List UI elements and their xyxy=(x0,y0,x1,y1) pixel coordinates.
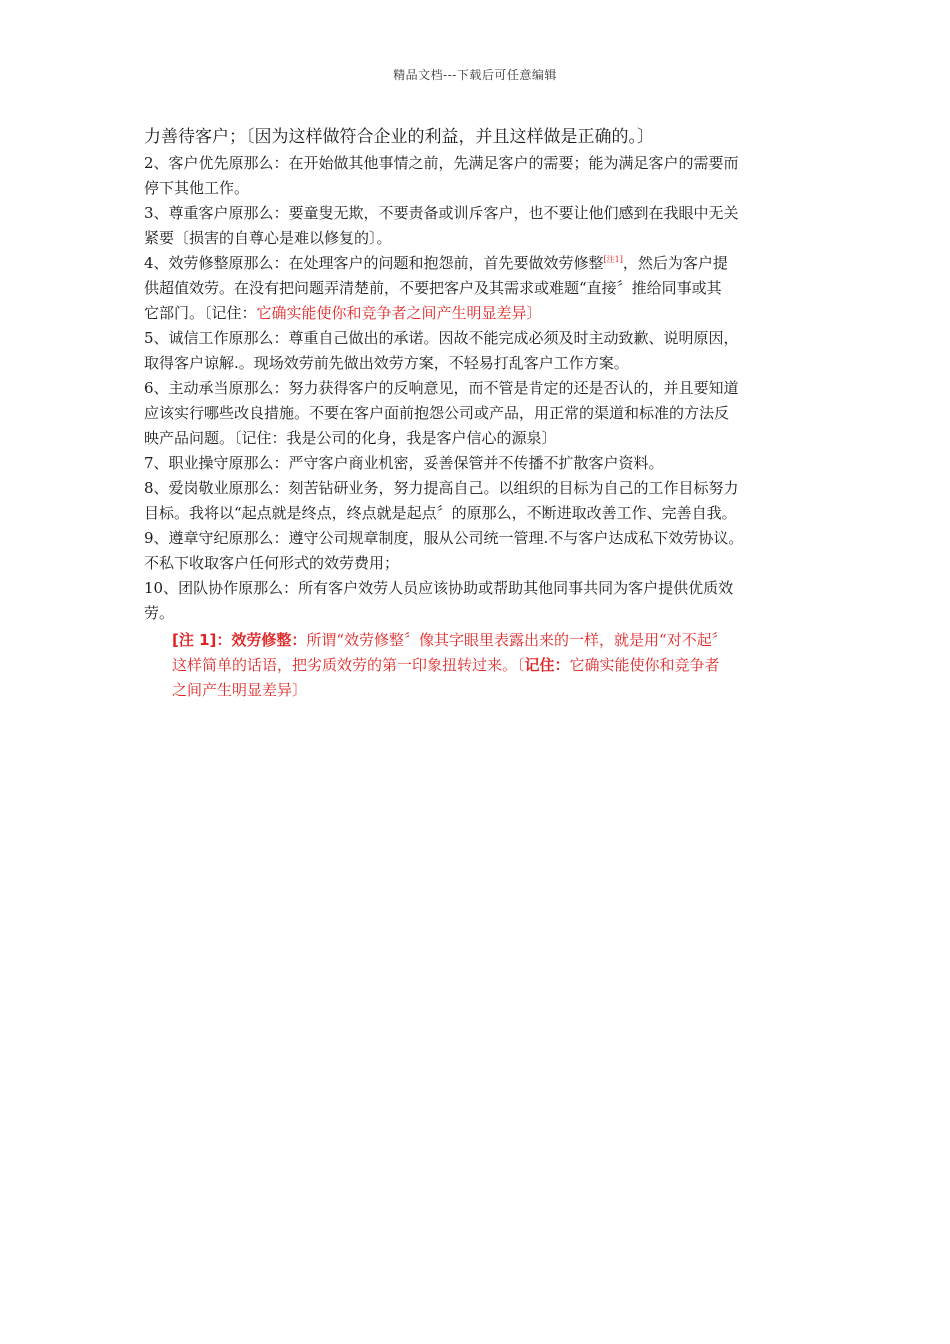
footnote-line: 之间产生明显差异〕 xyxy=(172,681,308,699)
footnote xyxy=(172,628,816,703)
paragraph-line: 供超值效劳。在没有把问题弄清楚前，不要把客户及其需求或难题“直接〞推给同事或其 xyxy=(144,279,722,297)
paragraph-text: 它部门。〔记住： xyxy=(144,304,257,322)
paragraph-text: 4、效劳修整原那么：在处理客户的问题和抱怨前，首先要做效劳修整 xyxy=(144,254,604,272)
footnote-line xyxy=(172,653,816,678)
paragraph-line: 2、客户优先原那么：在开始做其他事情之前，先满足客户的需要；能为满足客户的需要而 xyxy=(144,154,739,172)
paragraph-line: 9、遵章守纪原那么：遵守公司规章制度，服从公司统一管理.不与客户达成私下效劳协议。 xyxy=(144,529,744,547)
paragraph-line xyxy=(144,301,816,326)
paragraph-line: 不私下收取客户任何形式的效劳费用； xyxy=(144,554,400,572)
paragraph-line: 取得客户谅解.。现场效劳前先做出效劳方案，不轻易打乱客户工作方案。 xyxy=(144,354,629,372)
page-header: 精品文档---下载后可任意编辑 xyxy=(393,68,557,82)
highlighted-text: 它确实能使你和竞争者之间产生明显差异〕 xyxy=(256,304,542,322)
paragraph-line: 6、主动承当原那么：努力获得客户的反响意见，而不管是肯定的还是否认的，并且要知道 xyxy=(144,379,739,397)
paragraph-line xyxy=(144,251,816,276)
paragraph-line: 停下其他工作。 xyxy=(144,179,250,197)
paragraph-line: 劳。 xyxy=(144,604,175,622)
paragraph-line: 紧要〔损害的自尊心是难以修复的〕。 xyxy=(144,229,392,247)
footnote-emphasis: 记住： xyxy=(524,656,570,674)
paragraph-text: ，然后为客户提 xyxy=(622,254,728,272)
paragraph-line: 7、职业操守原那么：严守客户商业机密，妥善保管并不传播不扩散客户资料。 xyxy=(144,454,664,472)
paragraph-line: 5、诚信工作原那么：尊重自己做出的承诺。因故不能完成必须及时主动致歉、说明原因， xyxy=(144,329,739,347)
paragraph-line: 映产品问题。〔记住：我是公司的化身，我是客户信心的源泉〕 xyxy=(144,429,557,447)
footnote-label: [注 1]：效劳修整： xyxy=(172,631,307,649)
paragraph-line: 力善待客户；〔因为这样做符合企业的利益，并且这样做是正确的。〕 xyxy=(144,127,654,147)
paragraph-line: 8、爱岗敬业原那么：刻苦钻研业务，努力提高自己。以组织的目标为自己的工作目标努力 xyxy=(144,479,739,497)
document-body xyxy=(144,124,816,703)
paragraph-line: 10、团队协作原那么：所有客户效劳人员应该协助或帮助其他同事共同为客户提供优质效 xyxy=(144,579,734,597)
paragraph-line: 目标。我将以“起点就是终点，终点就是起点〞的原那么，不断进取改善工作、完善自我。 xyxy=(144,504,737,522)
footnote-reference[interactable]: [注1] xyxy=(603,255,623,264)
paragraph-line: 应该实行哪些改良措施。不要在客户面前抱怨公司或产品，用正常的渠道和标准的方法反 xyxy=(144,404,730,422)
paragraph-line: 3、尊重客户原那么：要童叟无欺，不要责备或训斥客户，也不要让他们感到在我眼中无关 xyxy=(144,204,739,222)
footnote-text: 它确实能使你和竞争者 xyxy=(569,656,720,674)
footnote-line xyxy=(172,628,816,653)
footnote-text: 这样简单的话语，把劣质效劳的第一印象扭转过来。〔 xyxy=(172,656,525,674)
footnote-text: 所谓“效劳修整〞像其字眼里表露出来的一样，就是用“对不起〞 xyxy=(306,631,727,649)
